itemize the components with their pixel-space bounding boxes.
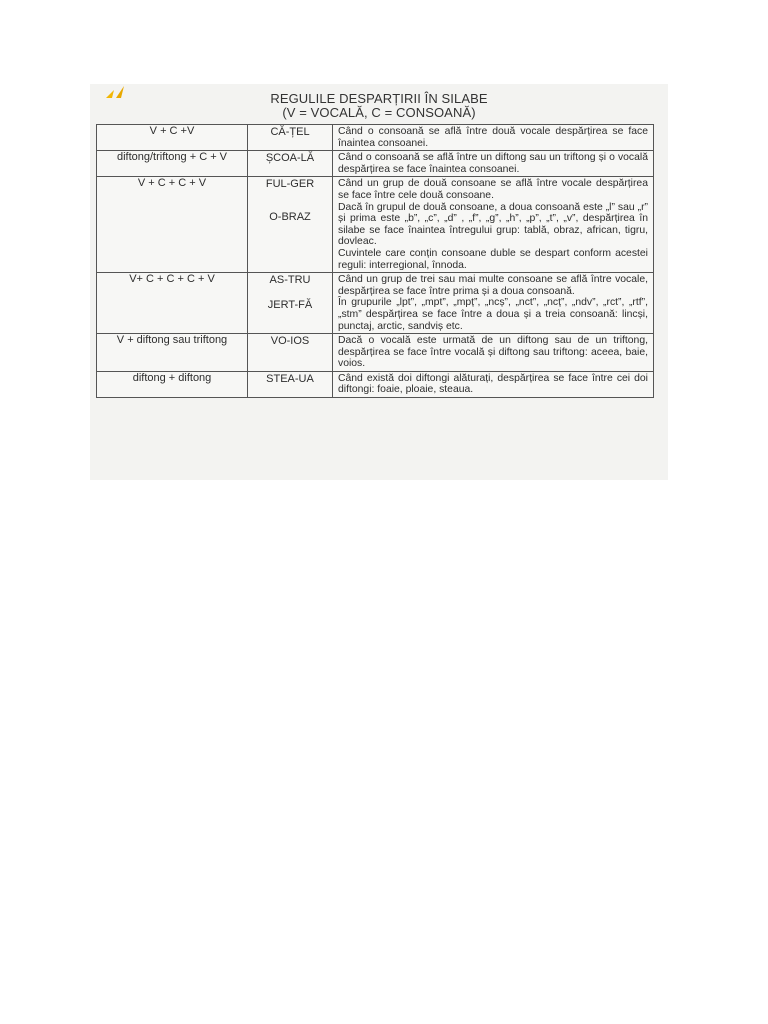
table-row	[97, 334, 654, 372]
example-cell	[248, 177, 333, 273]
example-word: CĂ-ȚEL	[270, 126, 310, 138]
example-word: ȘCOA-LĂ	[265, 152, 315, 165]
rule-cell	[333, 334, 654, 372]
table-row	[97, 151, 654, 177]
rule-text: În grupurile „lpt”, „mpt”, „mpț”, „ncș”, „nct”, „ncț”, „ndv”, „rct”, „rtf”, „stm” despărțirea se face între a doua și a treia consoană: lincși, punctaj, arctic, sandviș etc.	[338, 297, 648, 332]
example-word: STEA-UA	[266, 372, 314, 385]
rule-text: Dacă o vocală este urmată de un diftong sau de un triftong, despărțirea se face între vocală și diftong sau triftong: aceea, baie, voios.	[338, 335, 648, 370]
rule-text: Când un grup de trei sau mai multe consoane se află între vocale, despărțirea se face între prima și a doua consoană.	[338, 274, 648, 297]
rule-text: Când un grup de două consoane se află între vocale despărțirea se face între cele două consoane.	[338, 178, 648, 201]
table-row	[97, 273, 654, 334]
pattern-cell: V + C +V	[97, 125, 248, 151]
example-cell	[248, 371, 333, 397]
example-word: AS-TRU	[269, 274, 311, 287]
example-cell	[248, 151, 333, 177]
table-row	[97, 371, 654, 397]
table-row	[97, 177, 654, 273]
syllable-rules-table	[96, 124, 654, 398]
pattern-cell: V + diftong sau triftong	[97, 334, 248, 372]
rule-cell	[333, 125, 654, 151]
rule-cell	[333, 371, 654, 397]
rule-text: Când există doi diftongi alăturați, despărțirea se face între cei doi diftongi: foaie, ploaie, steaua.	[338, 372, 648, 396]
example-word: FUL-GER	[265, 178, 315, 191]
example-word: JERT-FĂ	[267, 299, 313, 312]
pattern-cell: V + C + C + V	[97, 177, 248, 273]
example-cell	[248, 273, 333, 334]
example-word: O-BRAZ	[269, 211, 311, 224]
rule-text: Când o consoană se află între un diftong sau un triftong și o vocală despărțirea se face înaintea consoanei.	[338, 152, 648, 175]
page-title	[90, 92, 668, 120]
pattern-cell: V+ C + C + C + V	[97, 273, 248, 334]
pattern-cell: diftong/triftong + C + V	[97, 151, 248, 177]
example-cell	[248, 334, 333, 372]
pattern-cell: diftong + diftong	[97, 371, 248, 397]
rule-text: Cuvintele care conțin consoane duble se despart conform acestei reguli: interregional, înnoda.	[338, 247, 648, 271]
example-cell	[248, 125, 333, 151]
rule-cell	[333, 151, 654, 177]
rule-cell	[333, 177, 654, 273]
title-line-2: (V = VOCALĂ, C = CONSOANĂ)	[282, 105, 476, 120]
table-row	[97, 125, 654, 151]
rule-text: Când o consoană se află între două vocale despărțirea se face înaintea consoanei.	[338, 126, 648, 149]
title-line-1: REGULILE DESPARȚIRII ÎN SILABE	[270, 91, 488, 106]
example-word: VO-IOS	[270, 335, 310, 348]
rule-cell	[333, 273, 654, 334]
rule-text: Dacă în grupul de două consoane, a doua consoană este „l” sau „r” și prima este „b”, „c”, „d” , „f”, „g”, „h”, „p”, „t”, „v”, despărțirea în silabe se face înaintea întregului grup: tablă, obraz, african, tigru, dovleac.	[338, 201, 648, 248]
